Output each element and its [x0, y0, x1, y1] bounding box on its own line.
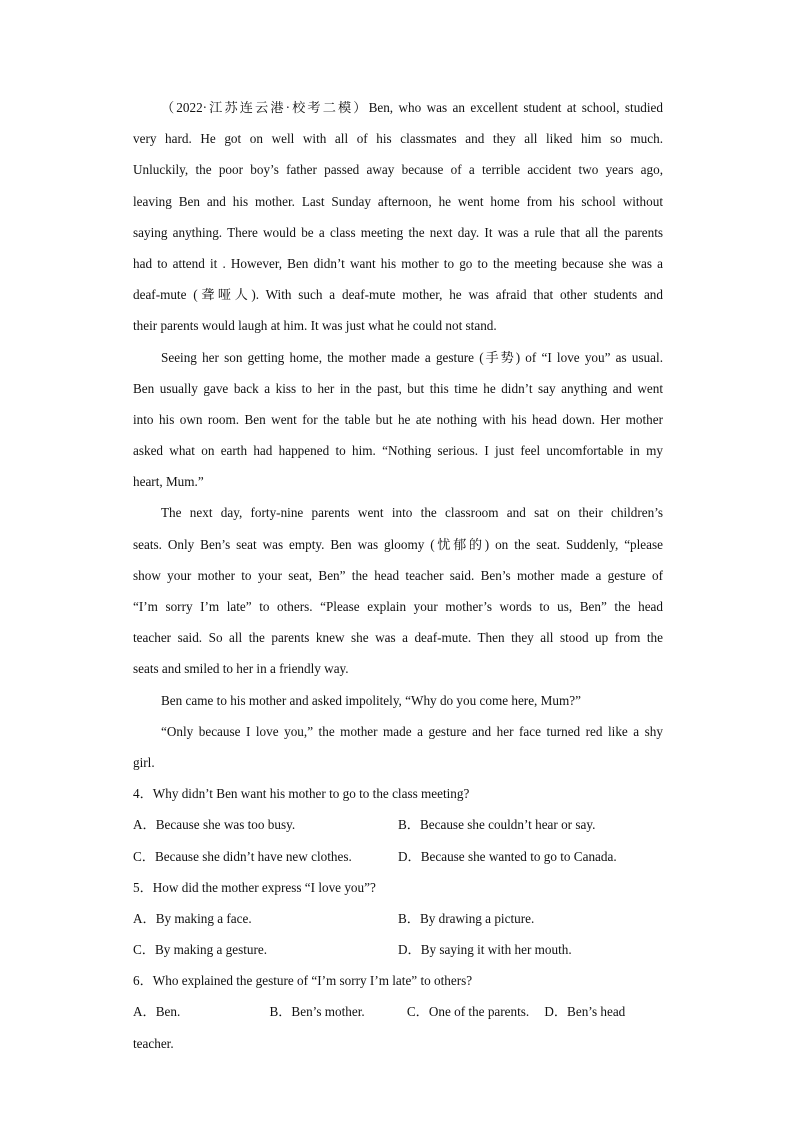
option-b[interactable]: B．By drawing a picture.	[398, 910, 535, 926]
passage-line: seats. Only Ben’s seat was empty. Ben was gloomy (忧郁的) on the seat. Suddenly, “please	[133, 536, 663, 552]
question-stem: 5．How did the mother express “I love you”?	[133, 879, 376, 895]
option-c[interactable]: C．By making a gesture.	[133, 942, 268, 958]
passage-line: seats and smiled to her in a friendly way.	[133, 661, 349, 677]
option-row	[133, 934, 663, 965]
option-row	[133, 809, 663, 840]
passage	[133, 92, 663, 778]
passage-line: Ben usually gave back a kiss to her in the past, but this time he didn’t say anything and went	[133, 380, 663, 396]
option-d[interactable]: D．By saying it with her mouth.	[398, 942, 572, 958]
passage-line: （2022·江苏连云港·校考二模）Ben, who was an excellent student at school, studied	[161, 100, 663, 115]
option-d[interactable]: D．Ben’s head	[544, 1004, 626, 1020]
question-stem: 6．Who explained the gesture of “I’m sorry I’m late” to others?	[133, 973, 473, 989]
passage-line: into his own room. Ben went for the table but he ate nothing with his head down. Her mother	[133, 411, 663, 427]
option-c[interactable]: C．Because she didn’t have new clothes.	[133, 848, 352, 864]
option-a[interactable]: A．Because she was too busy.	[133, 817, 296, 833]
document-page	[133, 92, 663, 1059]
passage-line: girl.	[133, 754, 155, 770]
passage-line: had to attend it . However, Ben didn’t want his mother to go to the meeting because she was a	[133, 255, 663, 271]
passage-line: show your mother to your seat, Ben” the head teacher said. Ben’s mother made a gesture of	[133, 567, 663, 583]
passage-line: Unluckily, the poor boy’s father passed away because of a terrible accident two years ago,	[133, 162, 663, 178]
passage-line: “Only because I love you,” the mother made a gesture and her face turned red like a shy	[161, 723, 663, 739]
passage-line: leaving Ben and his mother. Last Sunday afternoon, he went home from his school without	[133, 193, 663, 209]
passage-line: The next day, forty-nine parents went into the classroom and sat on their children’s	[161, 505, 663, 521]
option-d[interactable]: D．Because she wanted to go to Canada.	[398, 848, 617, 864]
passage-line: very hard. He got on well with all of his classmates and they all liked him so much.	[133, 131, 663, 147]
passage-line: teacher said. So all the parents knew she was a deaf-mute. Then they all stood up from the	[133, 630, 663, 646]
option-row	[133, 996, 663, 1027]
option-c[interactable]: C．One of the parents.	[406, 1004, 530, 1020]
option-a[interactable]: A．Ben.	[133, 1004, 181, 1020]
passage-line: their parents would laugh at him. It was just what he could not stand.	[133, 318, 497, 334]
question-5	[133, 872, 663, 966]
passage-line: asked what on earth had happened to him. “Nothing serious. I just feel uncomfortable in my	[133, 443, 663, 459]
passage-line: Ben came to his mother and asked impolitely, “Why do you come here, Mum?”	[161, 692, 581, 708]
option-b[interactable]: B．Ben’s mother.	[269, 1004, 365, 1020]
option-row	[133, 841, 663, 872]
option-a[interactable]: A．By making a face.	[133, 910, 252, 926]
option-row	[133, 903, 663, 934]
passage-line: Seeing her son getting home, the mother made a gesture (手势) of “I love you” as usual.	[161, 349, 663, 365]
passage-line: saying anything. There would be a class meeting the next day. It was a rule that all the parents	[133, 224, 663, 240]
question-6	[133, 965, 663, 1059]
question-4	[133, 778, 663, 872]
option-b[interactable]: B．Because she couldn’t hear or say.	[398, 817, 596, 833]
option-d-continuation: teacher.	[133, 1035, 174, 1051]
passage-line: heart, Mum.”	[133, 474, 204, 490]
question-stem: 4．Why didn’t Ben want his mother to go to the class meeting?	[133, 786, 470, 802]
passage-line: “I’m sorry I’m late” to others. “Please explain your mother’s words to us, Ben” the head	[133, 599, 663, 614]
passage-line: deaf-mute (聋哑人). With such a deaf-mute mother, he was afraid that other students and	[133, 287, 663, 303]
